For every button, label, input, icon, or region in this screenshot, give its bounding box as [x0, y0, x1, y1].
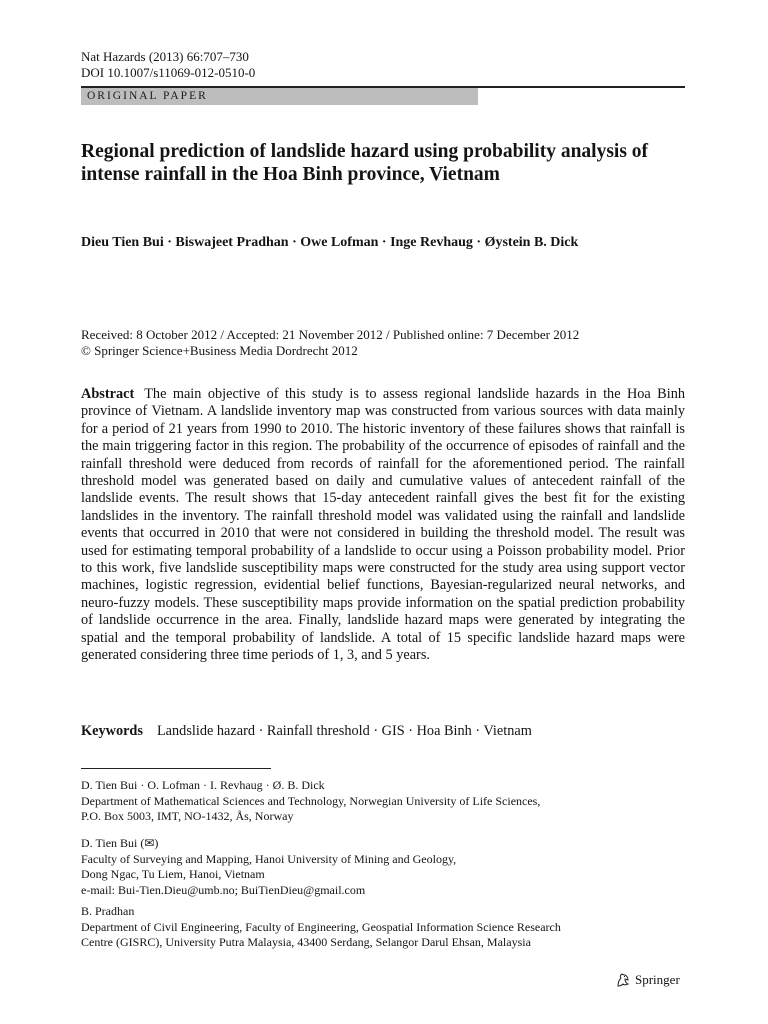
affiliation-line: Department of Mathematical Sciences and Technology, Norwegian University of Life Sciences,: [81, 793, 541, 808]
affiliation-block: [81, 904, 685, 951]
affiliation-line: D. Tien Bui (✉): [81, 836, 159, 850]
keywords-label: Keywords: [81, 723, 143, 739]
affiliation-line: P.O. Box 5003, IMT, NO-1432, Ås, Norway: [81, 809, 294, 823]
affiliation-line: D. Tien Bui · O. Lofman · I. Revhaug · Ø. B. Dick: [81, 778, 325, 792]
affiliation-line: Department of Civil Engineering, Faculty of Engineering, Geospatial Information Science Research: [81, 919, 561, 934]
abstract-label: Abstract: [81, 386, 135, 402]
article-title: Regional prediction of landslide hazard using probability analysis of intense rainfall in the Hoa Binh province, Vietnam: [81, 141, 649, 185]
affiliation-line: Dong Ngac, Tu Liem, Hanoi, Vietnam: [81, 867, 265, 881]
publication-dates: Received: 8 October 2012 / Accepted: 21 November 2012 / Published online: 7 December 2012: [81, 327, 580, 342]
copyright-notice: © Springer Science+Business Media Dordrecht 2012: [81, 343, 358, 358]
doi: DOI 10.1007/s11069-012-0510-0: [81, 65, 256, 80]
article-type-banner: ORIGINAL PAPER: [81, 88, 478, 105]
affiliation-line: B. Pradhan: [81, 904, 135, 918]
journal-reference: Nat Hazards (2013) 66:707–730: [81, 49, 249, 64]
affiliation-block: [81, 778, 685, 825]
abstract-text: The main objective of this study is to assess regional landslide hazards in the Hoa Binh province of Vietnam. A landslide inventory map was constructed from various sources with data mainly for a period of 21 years from 1990 to 2010. The historic inventory of these failures shows that rainfall is the main triggering factor in this region. The probability of the occurrence of episodes of rainfall and the rainfall threshold were deduced from records of rainfall for the aforementioned period. The rainfall threshold model was generated based on daily and cumulative values of antecedent rainfall of the landslide events. The result shows that 15-day antecedent rainfall gives the best fit for the existing landslides in the inventory. The rainfall threshold model was validated using the rainfall and landslide events that occurred in 2010 that were not considered in building the threshold model. The result was used for estimating temporal probability of a landslide to occur using a Poisson probability model. Prior to this work, five landslide susceptibility maps were constructed for the study area using support vector machines, logistic regression, evidential belief functions, Bayesian-regularized neural networks, and neuro-fuzzy models. These susceptibility maps provide information on the spatial prediction probability of landslide occurrence in the area. Finally, landslide hazard maps were generated by integrating the spatial and the temporal probability of landslide. A total of 15 specific landslide hazard maps were generated considering three time periods of 1, 3, and 5 years.: [81, 386, 685, 664]
affiliation-line: Centre (GISRC), University Putra Malaysia, 43400 Serdang, Selangor Darul Ehsan, Malaysia: [81, 935, 531, 949]
affiliation-email[interactable]: e-mail: Bui-Tien.Dieu@umb.no; BuiTienDieu@gmail.com: [81, 882, 366, 897]
affiliation-block: [81, 836, 685, 898]
abstract: [81, 386, 685, 665]
publisher-logo: [615, 970, 680, 990]
footnote-rule: [81, 768, 271, 769]
author-list: Dieu Tien Bui · Biswajeet Pradhan · Owe Lofman · Inge Revhaug · Øystein B. Dick: [81, 235, 579, 250]
keywords: [81, 722, 685, 740]
publisher-name: Springer: [635, 972, 680, 987]
affiliation-line: Faculty of Surveying and Mapping, Hanoi University of Mining and Geology,: [81, 851, 457, 866]
springer-horse-icon: [615, 972, 631, 988]
keywords-text: Landslide hazard · Rainfall threshold · GIS · Hoa Binh · Vietnam: [156, 723, 532, 739]
